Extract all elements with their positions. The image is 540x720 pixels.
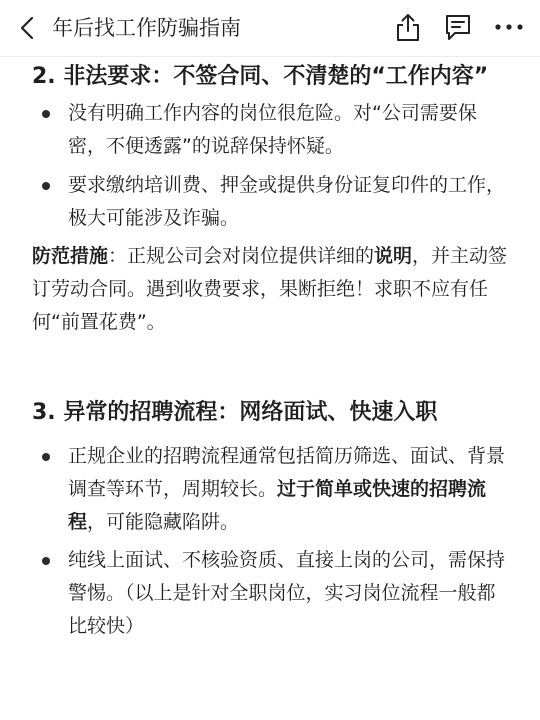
section-2-measures — [32, 240, 512, 339]
more-button[interactable] — [493, 10, 525, 44]
bullet-dot — [42, 557, 50, 565]
measures-text-b: ，并主动签订劳动合同。遇到收费要求，果断拒绝！求职不应有任何“前置花费”。 — [32, 245, 508, 333]
bullet-dot — [42, 182, 50, 190]
bullet1-bold: 过于简单或快速的招聘流程 — [68, 478, 487, 533]
page-title: 年后找工作防骗指南 — [52, 16, 241, 40]
section-3-bullet-1 — [68, 440, 508, 539]
bullet1-text-b: ，可能隐藏陷阱。 — [87, 511, 240, 533]
section-3-heading: 3. 异常的招聘流程：网络面试、快速入职 — [32, 400, 438, 425]
top-nav-bar — [0, 0, 540, 57]
section-2-bullet-2: 要求缴纳培训费、押金或提供身份证复印件的工作，极大可能涉及诈骗。 — [68, 174, 506, 229]
measures-text-a: ：正规公司会对岗位提供详细的 — [108, 245, 375, 267]
share-button[interactable] — [392, 10, 424, 44]
comment-icon — [443, 12, 473, 42]
bullet-dot — [42, 110, 50, 118]
more-icon — [494, 22, 524, 32]
section-2-heading: 2. 非法要求：不签合同、不清楚的“工作内容” — [32, 64, 489, 89]
measures-label: 防范措施 — [32, 245, 109, 267]
section-3-bullet-2: 纯线上面试、不核验资质、直接上岗的公司，需保持警惕。（以上是针对全职岗位，实习岗位流程一般都比较快） — [68, 549, 506, 637]
comment-button[interactable] — [442, 10, 474, 44]
chevron-left-icon — [20, 16, 34, 40]
bullet1-text-a: 正规企业的招聘流程通常包括简历筛选、面试、背景调查等环节，周期较长。 — [68, 445, 506, 500]
share-icon — [394, 12, 422, 42]
measures-bold: 说明 — [374, 245, 413, 267]
section-2-bullet-1: 没有明确工作内容的岗位很危险。对“公司需要保密，不便透露”的说辞保持怀疑。 — [68, 102, 477, 157]
bullet-dot — [42, 453, 50, 461]
back-button[interactable] — [16, 14, 38, 42]
